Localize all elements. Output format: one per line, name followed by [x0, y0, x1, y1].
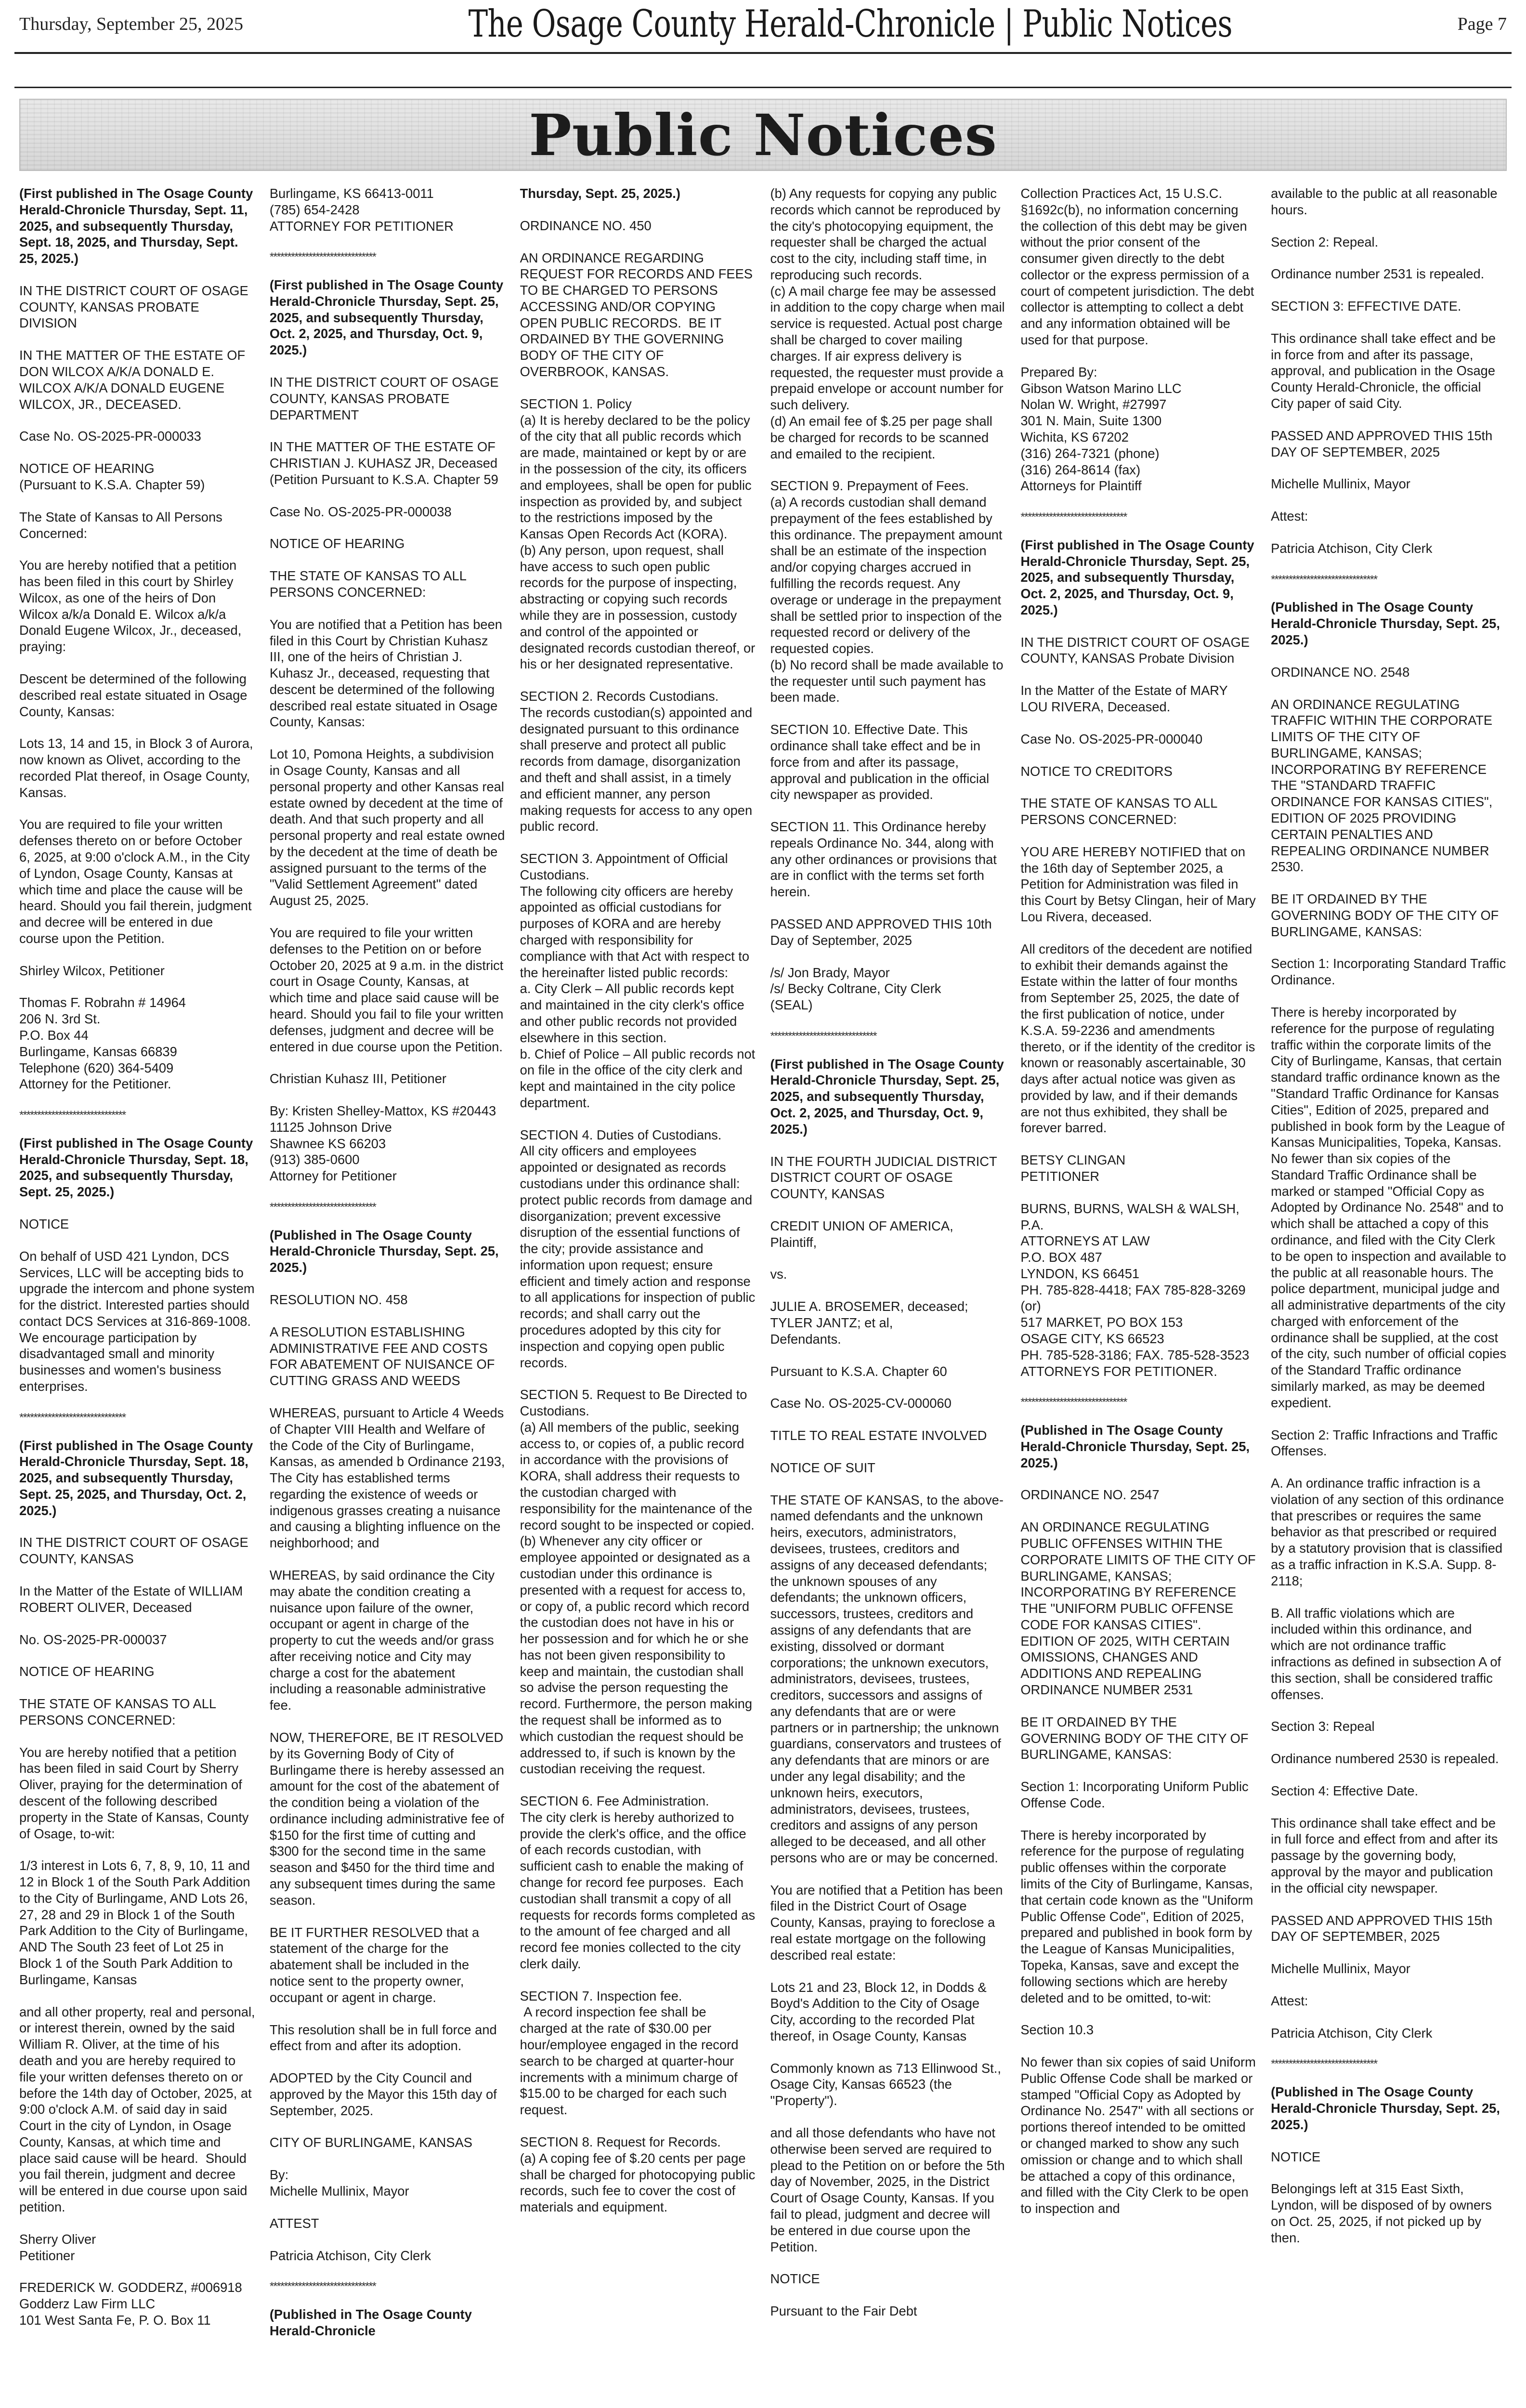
- notice-paragraph: Lots 21 and 23, Block 12, in Dodds & Boyd's Addition to the City of Osage City, according to the recorded Plat thereof, in Osage County, Kansas: [770, 1979, 991, 2043]
- notice-paragraph: Thomas F. Robrahn # 14964 206 N. 3rd St. P.O. Box 44 Burlingame, Kansas 66839 Telephone (620) 364-5409 Attorney for the Petitioner.: [19, 995, 186, 1092]
- notice-heading: Thursday, Sept. 25, 2025.): [520, 186, 680, 201]
- notice-paragraph: CREDIT UNION OF AMERICA, Plaintiff,: [770, 1218, 953, 1250]
- notice-paragraph: SECTION 4. Duties of Custodians. All city officers and employees appointed or designated as records custodians under this ordinance shall: protect public records from damage and disorganization; prevent excessive disruption of the essential functions of the city; provide assistance and information upon request; ensure efficient and timely action and response to all applications for inspection of public records; and shall carry out the procedures adopted by this city for inspection and copying open public records.: [520, 1127, 756, 1370]
- notice-heading: (Published in The Osage County Herald-Chronicle Thursday, Sept. 25, 2025.): [1271, 600, 1504, 647]
- notice-paragraph: available to the public at all reasonable hours.: [1271, 186, 1501, 217]
- notice-paragraph: Descent be determined of the following described real estate situated in Osage County, Kansas:: [19, 671, 251, 719]
- notice-paragraph: THE STATE OF KANSAS TO ALL PERSONS CONCERNED:: [19, 1696, 220, 1727]
- notice-paragraph: Section 2: Repeal.: [1271, 234, 1379, 249]
- notice-heading: (First published in The Osage County Herald-Chronicle Thursday, Sept. 18, 2025, and subsequently Thursday, Sept. 25, 2025, and Thursday, Oct. 2, 2025.): [19, 1438, 257, 1518]
- notice-paragraph: vs.: [770, 1267, 787, 1282]
- notice-paragraph: Commonly known as 713 Ellinwood St., Osage City, Kansas 66523 (the "Property").: [770, 2060, 1005, 2108]
- notice-heading: (First published in The Osage County Herald-Chronicle Thursday, Sept. 25, 2025, and subsequently Thursday, Oct. 2, 2025, and Thursday, Oct. 9, 2025.): [770, 1056, 1008, 1137]
- notice-heading: (Published in The Osage County Herald-Chronicle: [269, 2307, 476, 2338]
- notice-paragraph: SECTION 6. Fee Administration. The city clerk is hereby authorized to provide the clerk's office, and the office of each records custodian, with sufficient cash to enable the making of change for record fee purposes. Each custodian shall transmit a copy of all requests for records forms completed as to the amount of fee charged and all record fee monies collected to the city clerk daily.: [520, 1793, 756, 1971]
- notice-paragraph: Lot 10, Pomona Heights, a subdivision in Osage County, Kansas and all personal property and other Kansas real estate owned by decedent at the time of death. And that such property and all personal property and real estate owned by the decedent at the time of death be assigned pursuant to the terms of the "Valid Settlement Agreement" dated August 25, 2025.: [269, 746, 509, 908]
- notice-paragraph: Christian Kuhasz III, Petitioner: [269, 1071, 446, 1086]
- notice-paragraph: Patricia Atchison, City Clerk: [269, 2248, 431, 2263]
- notice-paragraph: This ordinance shall take effect and be in force from and after its passage, approval, and publication in the Osage County Herald-Chronicle, the official City paper of said City.: [1271, 330, 1500, 411]
- notice-paragraph: BE IT FURTHER RESOLVED that a statement of the charge for the abatement shall be included in the notice sent to the property owner, occupant or agent in charge.: [269, 1924, 483, 2005]
- notice-paragraph: By: Michelle Mullinix, Mayor: [269, 2167, 409, 2199]
- notice-separator: ******************************: [19, 1109, 126, 1122]
- notice-paragraph: 1/3 interest in Lots 6, 7, 8, 9, 10, 11 and 12 in Block 1 of the South Park Addition to the City of Burlingame, AND Lots 26, 27, 28 and 29 in Block 1 of the South Park Addition to the City of Burlingame, AND The South 23 feet of Lot 25 in Block 1 of the South Park Addition to Burlingame, Kansas: [19, 1858, 254, 1987]
- notice-paragraph: You are required to file your written defenses to the Petition on or before October 20, 2025 at 9 a.m. in the district court in Osage County, Kansas, at which time and place said cause will be heard. Should you fail to file your written defenses, judgment and decree will be entered in due course upon the Petition.: [269, 925, 507, 1054]
- notice-paragraph: SECTION 2. Records Custodians. The records custodian(s) appointed and designated pursuant to this ordinance shall preserve and protect all public records from damage, disorganization and theft and shall assist, in a timely and efficient manner, any person making requests for access to any open public record.: [520, 689, 753, 834]
- notice-paragraph: Section 10.3: [1020, 2022, 1094, 2038]
- notice-paragraph: In the Matter of the Estate of MARY LOU RIVERA, Deceased.: [1020, 683, 1231, 715]
- notice-paragraph: PASSED AND APPROVED THIS 15th DAY OF SEPTEMBER, 2025: [1271, 1912, 1496, 1944]
- notice-paragraph: B. All traffic violations which are included within this ordinance, and which are not ordinance traffic infractions as defined in subsection A of this section, shall be considered traffic offenses.: [1271, 1605, 1505, 1702]
- notice-separator: ******************************: [269, 250, 376, 264]
- notice-paragraph: Prepared By: Gibson Watson Marino LLC Nolan W. Wright, #27997 301 N. Main, Suite 1300 Wichita, KS 67202 (316) 264-7321 (phone) (316) 264-8614 (fax) Attorneys for Plaintiff: [1020, 364, 1182, 494]
- notice-paragraph: (b) Any requests for copying any public records which cannot be reproduced by the city's photocopying equipment, the requester shall be charged the actual cost to the city, including staff time, in reproducing such records. (c) A mail charge fee may be assessed in addition to the copy charge when mail service is requested. Actual post charge shall be charged to cover mailing charges. If air express delivery is requested, the requester must provide a prepaid envelope or account number for such delivery. (d) An email fee of $.25 per page shall be charged for records to be scanned and emailed to the recipient.: [770, 186, 1005, 461]
- column-5: [1020, 185, 1260, 2408]
- notice-paragraph: NOTICE OF SUIT: [770, 1460, 875, 1475]
- notice-paragraph: and all other property, real and personal, or interest therein, owned by the said William R. Oliver, at the time of his death and you are hereby required to file your written defenses thereto on or before the 14th day of October, 2025, at 9:00 o'clock A.M. of said day in said Court in the city of Lyndon, in Osage County, Kansas, at which time and place said cause will be heard. Should you fail therein, judgment and decree will be entered in due course upon said petition.: [19, 2004, 259, 2214]
- notice-paragraph: TITLE TO REAL ESTATE INVOLVED: [770, 1428, 987, 1443]
- notice-paragraph: FREDERICK W. GODDERZ, #006918 Godderz Law Firm LLC 101 West Santa Fe, P. O. Box 11: [19, 2280, 242, 2328]
- notice-heading: (First published in The Osage County Herald-Chronicle Thursday, Sept. 11, 2025, and subsequently Thursday, Sept. 18, 2025, and Thursday, Sept. 25, 2025.): [19, 186, 257, 266]
- notice-heading: (First published in The Osage County Herald-Chronicle Thursday, Sept. 18, 2025, and subsequently Thursday, Sept. 25, 2025.): [19, 1135, 257, 1200]
- notice-paragraph: SECTION 1. Policy (a) It is hereby declared to be the policy of the city that all public records which are made, maintained or kept by or are in the possession of the city, its officers and employees, shall be open for public inspection as provided by, and subject to the restrictions imposed by the Kansas Open Records Act (KORA). (b) Any person, upon request, shall have access to such open public records for the purpose of inspecting, abstracting or copying such records while they are in possession, custody and control of the appointed or designated records custodian thereof, or his or her designated representative.: [520, 396, 756, 672]
- notice-paragraph: Pursuant to the Fair Debt: [770, 2303, 917, 2319]
- notice-separator: ******************************: [1020, 510, 1127, 524]
- notice-separator: ******************************: [269, 2280, 376, 2293]
- notice-paragraph: /s/ Jon Brady, Mayor /s/ Becky Coltrane, City Clerk (SEAL): [770, 965, 941, 1013]
- column-1: [19, 185, 259, 2408]
- column-6: [1271, 185, 1510, 2408]
- column-6-text: [1271, 185, 1510, 2408]
- notice-paragraph: Ordinance number 2531 is repealed.: [1271, 266, 1485, 282]
- column-3: [520, 185, 756, 2408]
- notice-paragraph: NOTICE: [770, 2271, 820, 2287]
- notice-heading: (Published in The Osage County Herald-Chronicle Thursday, Sept. 25, 2025.): [1271, 2084, 1504, 2132]
- notice-paragraph: Shirley Wilcox, Petitioner: [19, 963, 165, 978]
- notice-paragraph: AN ORDINANCE REGULATING TRAFFIC WITHIN THE CORPORATE LIMITS OF THE CITY OF BURLINGAME, KANSAS; INCORPORATING BY REFERENCE THE "STANDARD TRAFFIC ORDINANCE FOR KANSAS CITIES", EDITION OF 2025 PROVIDING CERTAIN PENALTIES AND REPEALING ORDINANCE NUMBER 2530.: [1271, 696, 1496, 875]
- notice-paragraph: This resolution shall be in full force and effect from and after its adoption.: [269, 2022, 501, 2054]
- notice-paragraph: You are hereby notified that a petition has been filed in this court by Shirley Wilcox, as one of the heirs of Don Wilcox a/k/a Donald E. Wilcox a/k/a Donald Eugene Wilcox, Jr., deceased, praying:: [19, 558, 245, 654]
- notice-paragraph: ATTEST: [269, 2215, 319, 2231]
- notice-paragraph: NOTICE OF HEARING (Pursuant to K.S.A. Chapter 59): [19, 461, 205, 492]
- notice-paragraph: NOTICE TO CREDITORS: [1020, 763, 1173, 779]
- page-number: Page 7: [1457, 14, 1507, 34]
- masthead-rule-lower: [14, 87, 1512, 88]
- masthead-rule: [14, 52, 1512, 54]
- notice-paragraph: NOTICE OF HEARING: [269, 536, 405, 551]
- notice-paragraph: IN THE DISTRICT COURT OF OSAGE COUNTY, KANSAS PROBATE DIVISION: [19, 283, 252, 331]
- column-2: [269, 185, 509, 2408]
- notice-paragraph: You are notified that a Petition has been filed in the District Court of Osage County, Kansas, praying to foreclose a real estate mortgage on the following described real estate:: [770, 1882, 1007, 1963]
- notice-paragraph: The State of Kansas to All Persons Concerned:: [19, 509, 226, 541]
- notice-paragraph: Case No. OS-2025-CV-000060: [770, 1396, 952, 1411]
- notice-paragraph: NOTICE OF HEARING: [19, 1664, 155, 1679]
- notice-paragraph: Case No. OS-2025-PR-000040: [1020, 731, 1203, 746]
- section-title: Public Notices: [529, 101, 997, 169]
- notice-paragraph: Section 1: Incorporating Uniform Public Offense Code.: [1020, 1779, 1252, 1810]
- notice-paragraph: Section 4: Effective Date.: [1271, 1783, 1419, 1798]
- notice-paragraph: In the Matter of the Estate of WILLIAM ROBERT OLIVER, Deceased: [19, 1583, 247, 1615]
- notice-separator: ******************************: [1020, 1396, 1127, 1409]
- notice-paragraph: Sherry Oliver Petitioner: [19, 2231, 96, 2263]
- notice-paragraph: JULIE A. BROSEMER, deceased; TYLER JANTZ; et al, Defendants.: [770, 1299, 968, 1347]
- notice-paragraph: AN ORDINANCE REGARDING REQUEST FOR RECORDS AND FEES TO BE CHARGED TO PERSONS ACCESSING AND/OR COPYING OPEN PUBLIC RECORDS. BE IT ORDAINED BY THE GOVERNING BODY OF THE CITY OF OVERBROOK, KANSAS.: [520, 250, 756, 380]
- notice-separator: ******************************: [1271, 573, 1377, 586]
- notice-paragraph: YOU ARE HEREBY NOTIFIED that on the 16th day of September 2025, a Petition for Administration was filed in this Court by Betsy Clingan, heir of Mary Lou Rivera, deceased.: [1020, 844, 1260, 925]
- newspaper-title: The Osage County Herald-Chronicle | Public Notices: [468, 2, 1232, 46]
- notice-paragraph: PASSED AND APPROVED THIS 15th DAY OF SEPTEMBER, 2025: [1271, 428, 1496, 459]
- notice-paragraph: Case No. OS-2025-PR-000038: [269, 504, 452, 519]
- notice-separator: ******************************: [1271, 2057, 1377, 2071]
- notice-heading: (Published in The Osage County Herald-Chronicle Thursday, Sept. 25, 2025.): [269, 1227, 503, 1275]
- notice-paragraph: IN THE FOURTH JUDICIAL DISTRICT DISTRICT COURT OF OSAGE COUNTY, KANSAS: [770, 1153, 997, 1202]
- notice-paragraph: Michelle Mullinix, Mayor: [1271, 476, 1410, 492]
- notice-paragraph: Ordinance numbered 2530 is repealed.: [1271, 1751, 1499, 1767]
- notice-paragraph: NOTICE: [19, 1216, 69, 1231]
- notice-paragraph: WHEREAS, pursuant to Article 4 Weeds of Chapter VIII Health and Welfare of the Code of the City of Burlingame, Kansas, as amended b Ordinance 2193, The City has established terms regarding the existence of weeds or indigenous grasses creating a nuisance and causing a blighting influence on the neighborhood; and: [269, 1405, 509, 1551]
- notice-paragraph: All creditors of the decedent are notified to exhibit their demands against the Estate within the latter of four months from September 25, 2025, the date of the first publication of notice, under K.S.A. 59-2236 and amendments thereto, or if the identity of the creditor is known or reasonably ascertainable, 30 days after actual notice was given as provided by law, and if their demands are not thus exhibited, they shall be forever barred.: [1020, 941, 1259, 1136]
- notice-paragraph: No. OS-2025-PR-000037: [19, 1632, 167, 1647]
- notice-paragraph: By: Kristen Shelley-Mattox, KS #20443 11125 Johnson Drive Shawnee KS 66203 (913) 385-0600 Attorney for Petitioner: [269, 1103, 496, 1184]
- section-banner: [19, 99, 1507, 171]
- notice-paragraph: SECTION 3. Appointment of Official Custodians. The following city officers are hereby appointed as official custodians for purposes of KORA and are hereby charged with responsibility for compliance with that Act with respect to the hereinafter listed public records: a. City Clerk – All public records kept and maintained in the city clerk's office and other public records not provided elsewhere in this section. b. Chief of Police – All public records not on file in the office of the city clerk and kept and maintained in the city police department.: [520, 851, 756, 1110]
- notice-paragraph: Burlingame, KS 66413-0011 (785) 654-2428 ATTORNEY FOR PETITIONER: [269, 186, 454, 234]
- notice-paragraph: You are hereby notified that a petition has been filed in said Court by Sherry Oliver, praying for the determination of descent of the following described property in the State of Kansas, County of Osage, to-wit:: [19, 1744, 253, 1841]
- notice-paragraph: A. An ordinance traffic infraction is a violation of any section of this ordinance that prescribes or requires the same behavior as that prescribed or required by a statutory provision that is classified as a traffic infraction in K.S.A. Supp. 8-2118;: [1271, 1476, 1508, 1588]
- notice-paragraph: Belongings left at 315 East Sixth, Lyndon, will be disposed of by owners on Oct. 25, 2025, if not picked up by then.: [1271, 2181, 1496, 2245]
- notice-paragraph: Attest:: [1271, 1993, 1308, 2008]
- notice-paragraph: ORDINANCE NO. 2548: [1271, 664, 1410, 680]
- notice-paragraph: RESOLUTION NO. 458: [269, 1292, 408, 1308]
- notice-paragraph: A RESOLUTION ESTABLISHING ADMINISTRATIVE FEE AND COSTS FOR ABATEMENT OF NUISANCE OF CUTTING GRASS AND WEEDS: [269, 1324, 499, 1388]
- masthead: [0, 0, 1526, 48]
- notice-paragraph: THE STATE OF KANSAS, to the above-named defendants and the unknown heirs, executors, administrators, devisees, trustees, creditors and assigns of any deceased defendants; the unknown spouses of any defendants; the unknown officers, successors, trustees, creditors and assigns of any defendants that are existing, dissolved or dormant corporations; the unknown executors, administrators, devisees, trustees, creditors, successors and assigns of any defendants that are or were partners or in partnership; the unknown guardians, conservators and trustees of any defendants that are minors or are under any legal disability; and the unknown heirs, executors, administrators, devisees, trustees, creditors and assigns of any person alleged to be deceased, and all other persons who are or may be concerned.: [770, 1492, 1005, 1865]
- notice-paragraph: Section 2: Traffic Infractions and Traffic Offenses.: [1271, 1427, 1501, 1459]
- notice-paragraph: SECTION 7. Inspection fee. A record inspection fee shall be charged at the rate of $30.00 per hour/employee engaged in the record search to be charged at quarter-hour increments with a minimum charge of $15.00 to be charged for each such request.: [520, 1988, 739, 2118]
- notice-paragraph: No fewer than six copies of said Uniform Public Offense Code shall be marked or stamped "Official Copy as Adopted by Ordinance No. 2547" with all sections or portions thereof intended to be omitted or changed marked to show any such omission or change and to which shall be attached a copy of this ordinance, and filled with the City Clerk to be open to inspection and: [1020, 2055, 1260, 2216]
- notice-paragraph: BE IT ORDAINED BY THE GOVERNING BODY OF THE CITY OF BURLINGAME, KANSAS:: [1020, 1714, 1252, 1762]
- notice-paragraph: You are notified that a Petition has been filed in this Court by Christian Kuhasz III, one of the heirs of Christian J. Kuhasz Jr., deceased, requesting that descent be determined of the following described real estate situated in Osage County, Kansas:: [269, 616, 506, 730]
- notice-paragraph: IN THE MATTER OF THE ESTATE OF CHRISTIAN J. KUHASZ JR, Deceased (Petition Pursuant to K.S.A. Chapter 59: [269, 439, 498, 487]
- notice-paragraph: There is hereby incorporated by reference for the purpose of regulating public offenses within the corporate limits of the City of Burlingame, Kansas, that certain code known as the "Uniform Public Offense Code", Edition of 2025, prepared and published in book form by the League of Kansas Municipalities, Topeka, Kansas, save and except the following sections which are hereby deleted and to be omitted, to-wit:: [1020, 1827, 1257, 2005]
- notice-paragraph: SECTION 10. Effective Date. This ordinance shall take effect and be in force from and after its passage, approval and publication in the official city newspaper as provided.: [770, 722, 993, 802]
- notice-paragraph: IN THE DISTRICT COURT OF OSAGE COUNTY, KANSAS Probate Division: [1020, 634, 1253, 666]
- notice-paragraph: Michelle Mullinix, Mayor: [1271, 1961, 1410, 1976]
- notice-paragraph: Case No. OS-2025-PR-000033: [19, 429, 201, 444]
- notice-paragraph: You are required to file your written defenses thereto on or before October 6, 2025, at 9:00 o'clock A.M., in the City of Lyndon, Osage County, Kansas at which time and place the cause will be heard. Should you fail therein, judgment and decree will be entered in due course upon the Petition.: [19, 817, 256, 946]
- notice-paragraph: On behalf of USD 421 Lyndon, DCS Services, LLC will be accepting bids to upgrade the intercom and phone system for the district. Interested parties should contact DCS Services at 316-869-1008. We encourage participation by disadvantaged small and minority businesses and women's business enterprises.: [19, 1248, 259, 1394]
- notice-separator: ******************************: [770, 1029, 876, 1043]
- notice-paragraph: THE STATE OF KANSAS TO ALL PERSONS CONCERNED:: [1020, 796, 1221, 827]
- issue-date: Thursday, September 25, 2025: [19, 14, 244, 34]
- notice-paragraph: SECTION 8. Request for Records. (a) A coping fee of $.20 cents per page shall be charged for photocopying public records, such fee to cover the cost of materials and equipment.: [520, 2134, 756, 2215]
- notice-paragraph: Patricia Atchison, City Clerk: [1271, 540, 1433, 556]
- notice-paragraph: Section 1: Incorporating Standard Traffic Ordinance.: [1271, 956, 1510, 988]
- notice-paragraph: Collection Practices Act, 15 U.S.C. §1692c(b), no information concerning the collection of this debt may be given without the prior consent of the consumer given directly to the debt collector or the express permission of a court of competent jurisdiction. The debt collector is attempting to collect a debt and any information obtained will be used for that purpose.: [1020, 186, 1258, 348]
- notice-separator: ******************************: [269, 1200, 376, 1214]
- notice-paragraph: BETSY CLINGAN PETITIONER: [1020, 1152, 1126, 1184]
- notice-paragraph: SECTION 11. This Ordinance hereby repeals Ordinance No. 344, along with any other ordinances or provisions that are in conflict with the terms set forth herein.: [770, 819, 1001, 900]
- notice-paragraph: AN ORDINANCE REGULATING PUBLIC OFFENSES WITHIN THE CORPORATE LIMITS OF THE CITY OF BURLINGAME, KANSAS; INCORPORATING BY REFERENCE THE "UNIFORM PUBLIC OFFENSE CODE FOR KANSAS CITIES". EDITION OF 2025, WITH CERTAIN OMISSIONS, CHANGES AND ADDITIONS AND REPEALING ORDINANCE NUMBER 2531: [1020, 1519, 1260, 1697]
- notice-paragraph: Section 3: Repeal: [1271, 1719, 1375, 1734]
- notice-paragraph: SECTION 9. Prepayment of Fees. (a) A records custodian shall demand prepayment of the fees established by this ordinance. The prepayment amount shall be an estimate of the inspection and/or copying charges accrued in fulfilling the records request. Any overage or underage in the prepayment shall be settled prior to inspection of the requested record or delivery of the requested copies. (b) No record shall be made available to the requester until such payment has been made.: [770, 478, 1004, 705]
- notice-paragraph: THE STATE OF KANSAS TO ALL PERSONS CONCERNED:: [269, 568, 470, 600]
- notice-paragraph: NOW, THEREFORE, BE IT RESOLVED by its Governing Body of City of Burlingame there is hereby assessed an amount for the cost of the abatement of the condition being a violation of the ordinance including administrative fee of $150 for the first time of cutting and $300 for the second time in the same season and $450 for the third time and any subsequent times during the same season.: [269, 1730, 508, 1908]
- notice-paragraph: IN THE DISTRICT COURT OF OSAGE COUNTY, KANSAS PROBATE DEPARTMENT: [269, 374, 503, 422]
- notice-paragraph: ADOPTED by the City Council and approved by the Mayor this 15th day of September, 2025.: [269, 2070, 501, 2118]
- notice-paragraph: and all those defendants who have not otherwise been served are required to plead to the Petition on or before the 5th day of November, 2025, in the District Court of Osage County, Kansas. If you fail to plead, judgment and decree will be entered in due course upon the Petition.: [770, 2125, 1009, 2254]
- notice-paragraph: Lots 13, 14 and 15, in Block 3 of Aurora, now known as Olivet, according to the recorded Plat thereof, in Osage County, Kansas.: [19, 736, 257, 800]
- notice-paragraph: NOTICE: [1271, 2149, 1321, 2164]
- notice-paragraph: Pursuant to K.S.A. Chapter 60: [770, 1363, 947, 1379]
- notices-columns: [19, 185, 1510, 2408]
- notice-paragraph: This ordinance shall take effect and be in full force and effect from and after its passage by the governing body, approval by the mayor and publication in the official city newspaper.: [1271, 1815, 1502, 1896]
- notice-paragraph: CITY OF BURLINGAME, KANSAS: [269, 2135, 472, 2150]
- column-4: [770, 185, 1009, 2408]
- notice-paragraph: IN THE DISTRICT COURT OF OSAGE COUNTY, KANSAS: [19, 1535, 252, 1567]
- notice-paragraph: Patricia Atchison, City Clerk: [1271, 2025, 1433, 2041]
- notice-separator: ******************************: [19, 1411, 126, 1424]
- notice-paragraph: SECTION 5. Request to Be Directed to Custodians. (a) All members of the public, seeking access to, or copies of, a public record in accordance with the provisions of KORA, shall address their requests to the custodian charged with responsibility for the maintenance of the record sought to be inspected or copied. (b) Whenever any city officer or employee appointed or designated as a custodian under this ordinance is presented with a request for access to, or copy of, a public record which record the custodian does not have in his or her possession and for which he or she has not been given responsibility to keep and maintain, the custodian shall so advise the person requesting the record. Furthermore, the person making the request shall be informed as to which custodian the request should be addressed to, if such is known by the custodian receiving the request.: [520, 1387, 755, 1777]
- notice-paragraph: WHEREAS, by said ordinance the City may abate the condition creating a nuisance upon failure of the owner, occupant or agent in charge of the property to cut the weeds and/or grass after receiving notice and City may charge a cost for the abatement including a reasonable administrative fee.: [269, 1567, 498, 1713]
- notice-heading: (Published in The Osage County Herald-Chronicle Thursday, Sept. 25, 2025.): [1020, 1423, 1253, 1470]
- notice-paragraph: IN THE MATTER OF THE ESTATE OF DON WILCOX A/K/A DONALD E. WILCOX A/K/A DONALD EUGENE WILCOX, JR., DECEASED.: [19, 348, 246, 412]
- notice-paragraph: ORDINANCE NO. 2547: [1020, 1487, 1160, 1503]
- notice-paragraph: ORDINANCE NO. 450: [520, 218, 652, 233]
- notice-paragraph: BURNS, BURNS, WALSH & WALSH, P.A. ATTORNEYS AT LAW P.O. BOX 487 LYNDON, KS 66451 PH. 785-828-4418; FAX 785-828-3269 (or) 517 MARKET, PO BOX 153 OSAGE CITY, KS 66523 PH. 785-528-3186; FAX. 785-528-3523 ATTORNEYS FOR PETITIONER.: [1020, 1201, 1250, 1379]
- notice-paragraph: There is hereby incorporated by reference for the purpose of regulating traffic within the corporate limits of the City of Burlingame, Kansas, that certain standard traffic ordinance known as the "Standard Traffic Ordinance for Kansas Cities", Edition of 2025, prepared and published in book form by the League of Kansas Municipalities, Topeka, Kansas. No fewer than six copies of the Standard Traffic Ordinance shall be marked or stamped "Official Copy as Adopted by Ordinance No. 2548" and to which shall be attached a copy of this ordinance, and filed with the City Clerk to be open to inspection and available to the public at all reasonable hours. The police department, municipal judge and all administrative departments of the city charged with enforcement of the ordinance shall be supplied, at the cost of the city, such number of official copies of the Standard Traffic ordinance similarly marked, as may be deemed expedient.: [1271, 1005, 1510, 1410]
- notice-paragraph: BE IT ORDAINED BY THE GOVERNING BODY OF THE CITY OF BURLINGAME, KANSAS:: [1271, 891, 1502, 939]
- notice-heading: (First published in The Osage County Herald-Chronicle Thursday, Sept. 25, 2025, and subsequently Thursday, Oct. 2, 2025, and Thursday, Oct. 9, 2025.): [269, 277, 507, 358]
- notice-paragraph: Attest:: [1271, 509, 1308, 524]
- notice-paragraph: SECTION 3: EFFECTIVE DATE.: [1271, 299, 1461, 314]
- notice-paragraph: PASSED AND APPROVED THIS 10th Day of September, 2025: [770, 916, 996, 948]
- notice-heading: (First published in The Osage County Herald-Chronicle Thursday, Sept. 25, 2025, and subsequently Thursday, Oct. 2, 2025, and Thursday, Oct. 9, 2025.): [1020, 537, 1258, 617]
